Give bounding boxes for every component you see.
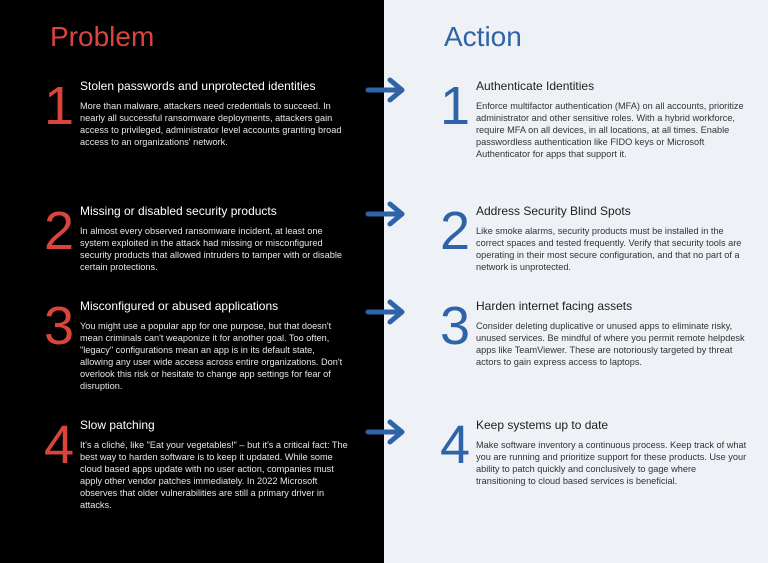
problem-number: 2 xyxy=(44,201,75,261)
right-arrow-icon xyxy=(362,76,412,104)
action-text: Like smoke alarms, security products must be installed in the correct spaces and tested frequently. Verify that security tools are operating in their most secure configuration, and that no part of a network is unprotected. xyxy=(476,226,742,272)
problem-title: Stolen passwords and unprotected identities xyxy=(80,79,316,93)
action-title: Authenticate Identities xyxy=(476,79,595,93)
problem-text: It's a cliché, like "Eat your vegetables!" – but it's a critical fact: The best way to harden software is to keep it updated. While some cloud based apps update with no user action, companies must apply other vendor patches immediately. In 2022 Microsoft observes that older vulnerabilities are still a primary driver in attacks. xyxy=(80,440,348,510)
action-text: Enforce multifactor authentication (MFA) on all accounts, prioritize administrator and other sensitive roles. With a hybrid workforce, require MFA on all devices, in all locations, at all times. Enable passwordless authentication like FIDO keys or Microsoft Authenticator for apps that support it. xyxy=(476,101,744,159)
action-text: Consider deleting duplicative or unused apps to eliminate risky, unused services. Be mindful of where you permit remote helpdesk apps like TeamViewer. These are notoriously targeted by threat actors to gain express access to laptops. xyxy=(476,321,745,367)
right-arrow-icon xyxy=(362,298,412,326)
action-number: 3 xyxy=(440,296,471,356)
problem-heading: Problem xyxy=(50,21,155,52)
problem-text: In almost every observed ransomware incident, at least one system exploited in the attack had missing or misconfigured security products that allowed intruders to tamper with or disable certain protections. xyxy=(80,226,342,272)
action-number: 2 xyxy=(440,201,471,261)
problem-number: 3 xyxy=(44,296,75,356)
action-number: 4 xyxy=(440,415,471,475)
problem-number: 1 xyxy=(44,76,75,136)
action-title: Harden internet facing assets xyxy=(476,299,633,313)
action-title: Address Security Blind Spots xyxy=(476,204,631,218)
action-title: Keep systems up to date xyxy=(476,418,609,432)
problem-title: Missing or disabled security products xyxy=(80,204,277,218)
problem-text: You might use a popular app for one purpose, but that doesn't mean criminals can't weaponize it for another goal. Too often, "legacy" configurations mean an app is in its default state, allowing any user wide access across entire organizations. Don't overlook this risk or hesitate to change app settings for fear of disruption. xyxy=(80,321,343,391)
right-arrow-icon xyxy=(362,418,412,446)
action-number: 1 xyxy=(440,76,471,136)
problem-title: Misconfigured or abused applications xyxy=(80,299,279,313)
action-text: Make software inventory a continuous process. Keep track of what you are running and prioritize support for these products. Use your ability to patch quickly and conclusively to gage where transitioning to cloud based services is beneficial. xyxy=(476,440,747,486)
problem-text: More than malware, attackers need credentials to succeed. In nearly all successful ransomware deployments, attackers gain access to privileged, administrator level accounts granting broad access to an organizations' network. xyxy=(80,101,342,147)
right-arrow-icon xyxy=(362,200,412,228)
problem-title: Slow patching xyxy=(80,418,155,432)
problem-number: 4 xyxy=(44,415,75,475)
action-heading: Action xyxy=(444,21,522,52)
